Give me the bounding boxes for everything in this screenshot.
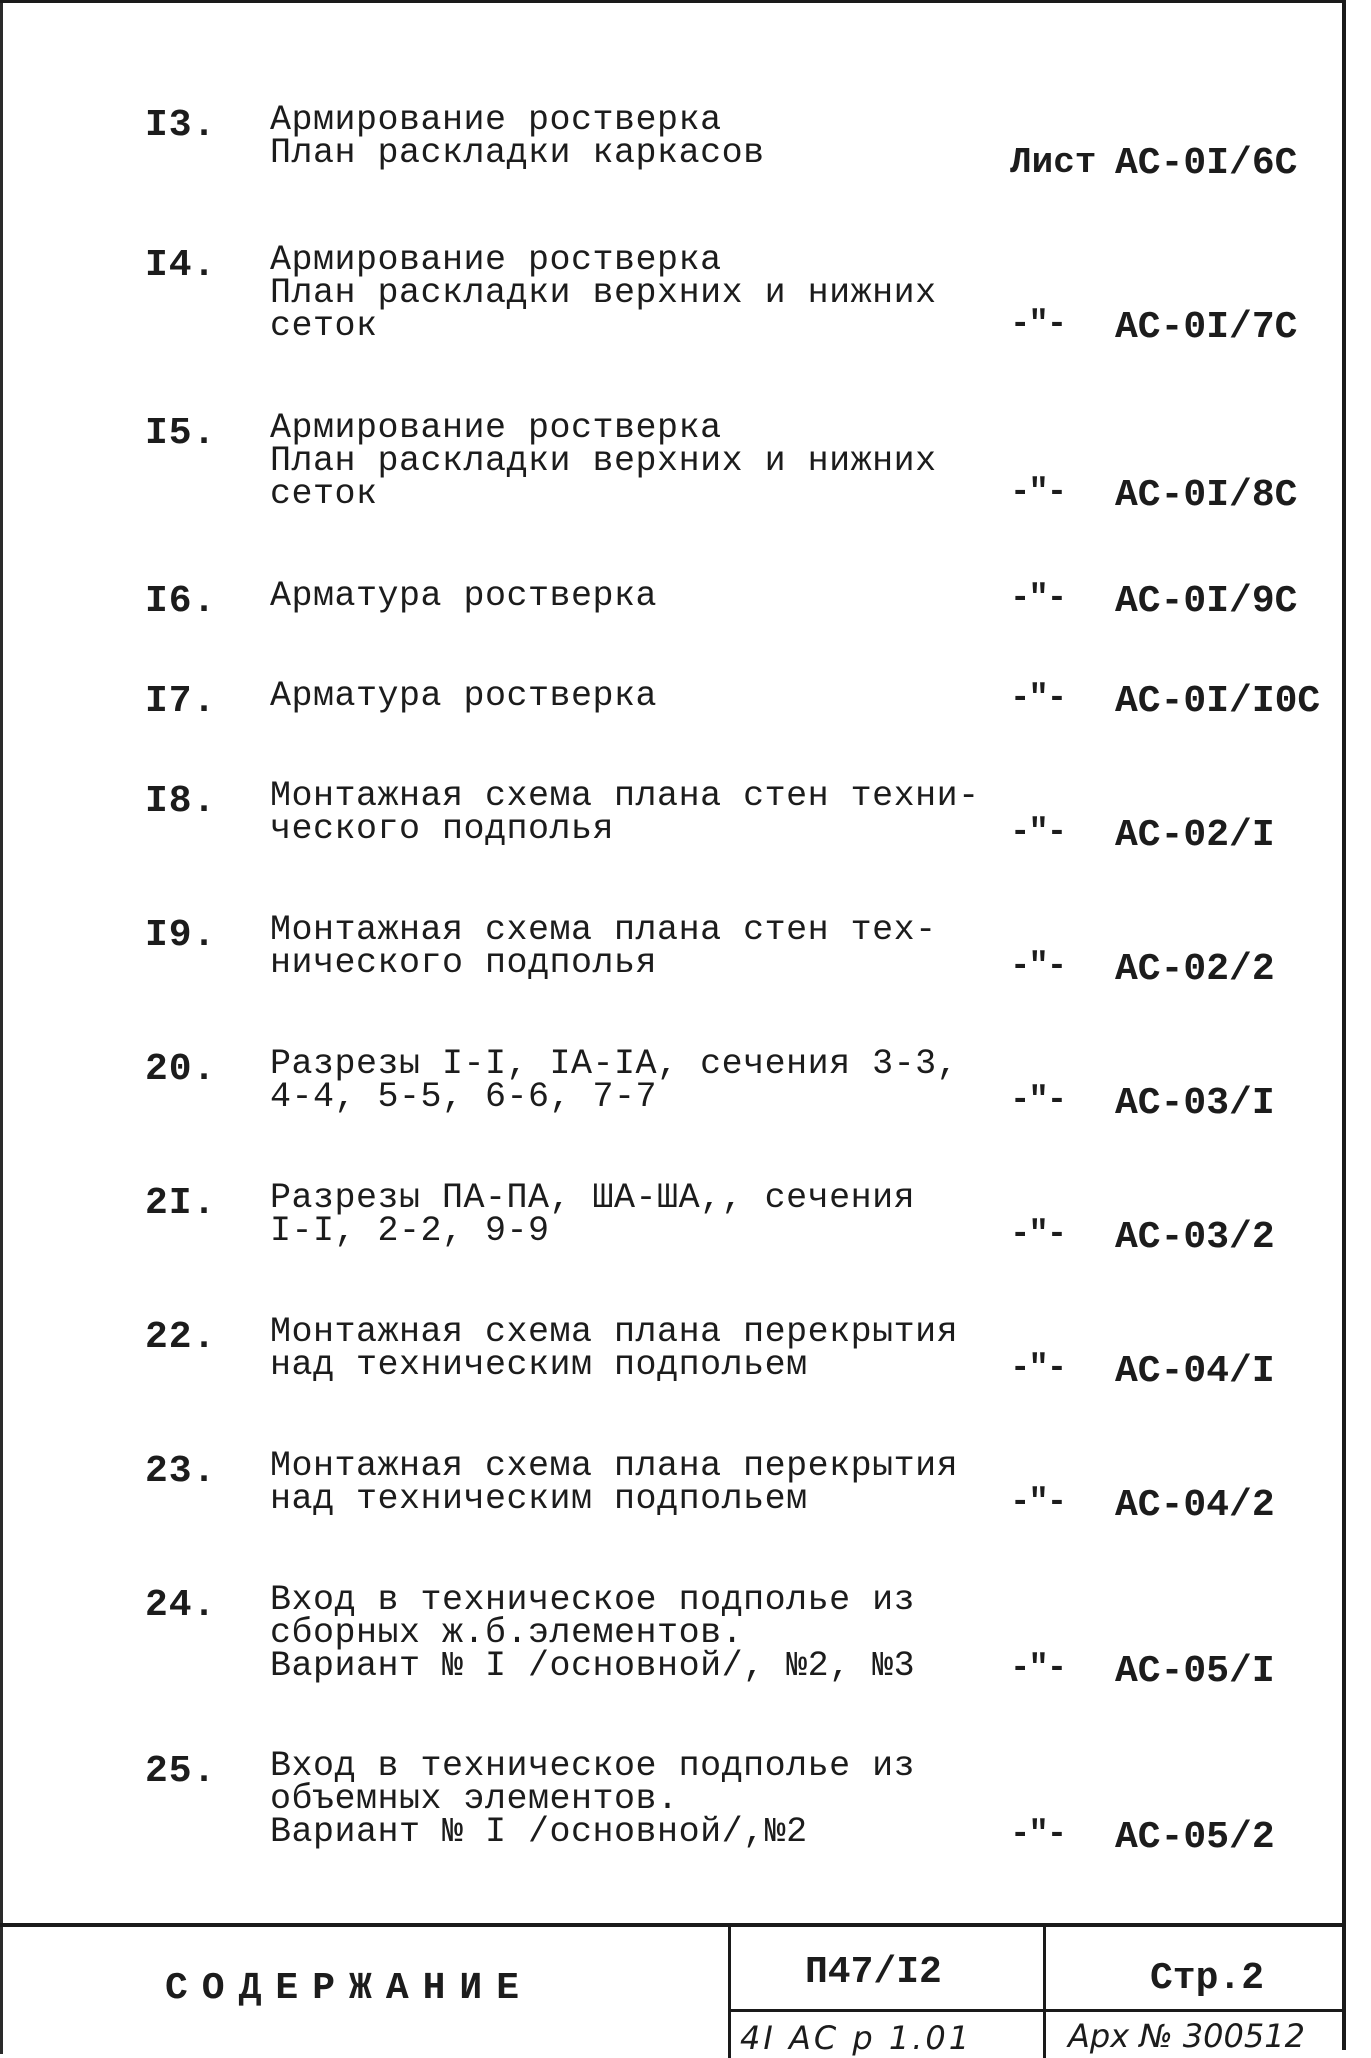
sheet-code: АС-05/2 bbox=[1115, 1816, 1275, 1859]
item-number: 25. bbox=[145, 1750, 217, 1793]
title-line: Разрезы I-I, IА-IА, сечения 3-3, bbox=[270, 1044, 959, 1084]
ditto-mark: -"- bbox=[1010, 1650, 1066, 1688]
item-title bbox=[270, 576, 970, 616]
title-line: План раскладки каркасов bbox=[270, 133, 765, 173]
item-title bbox=[270, 1446, 970, 1519]
title-block bbox=[0, 1923, 1346, 2057]
item-number: 2I. bbox=[145, 1182, 217, 1225]
item-number: I8. bbox=[145, 780, 217, 823]
title-line: I-I, 2-2, 9-9 bbox=[270, 1211, 550, 1251]
item-title bbox=[270, 776, 980, 849]
item-number: 22. bbox=[145, 1316, 217, 1359]
title-line: Вариант № I /основной/, №2, №3 bbox=[270, 1646, 916, 1686]
sheet-code: АС-05/I bbox=[1115, 1650, 1275, 1693]
item-number: 23. bbox=[145, 1450, 217, 1493]
ditto-mark: -"- bbox=[1010, 814, 1066, 852]
project-code: П47/I2 bbox=[805, 1951, 942, 1994]
title-line: Монтажная схема плана стен тех- bbox=[270, 910, 937, 950]
title-line: План раскладки верхних и нижних bbox=[270, 441, 937, 481]
title-line: Армирование ростверка bbox=[270, 240, 722, 280]
item-number: I9. bbox=[145, 914, 217, 957]
sheet-code: АС-04/I bbox=[1115, 1350, 1275, 1393]
title-line: сборных ж.б.элементов. bbox=[270, 1613, 744, 1653]
ditto-mark: -"- bbox=[1010, 306, 1066, 344]
ditto-mark: -"- bbox=[1010, 948, 1066, 986]
ditto-mark: -"- bbox=[1010, 1484, 1066, 1522]
sheet-code: АС-03/I bbox=[1115, 1082, 1275, 1125]
title-line: План раскладки верхних и нижних bbox=[270, 273, 937, 313]
sheet-prefix: Лист bbox=[1010, 142, 1097, 183]
sheet-code: АС-0I/9С bbox=[1115, 580, 1298, 623]
title-line: Вход в техническое подполье из bbox=[270, 1580, 916, 1620]
item-title bbox=[270, 1746, 970, 1852]
item-title bbox=[270, 676, 970, 716]
title-line: Армирование ростверка bbox=[270, 100, 722, 140]
title-line: Вход в техническое подполье из bbox=[270, 1746, 916, 1786]
sheet-code: АС-0I/6С bbox=[1115, 142, 1298, 185]
item-number: I6. bbox=[145, 580, 217, 623]
item-title bbox=[270, 1312, 970, 1385]
sheet-code: АС-02/2 bbox=[1115, 948, 1275, 991]
item-number: 20. bbox=[145, 1048, 217, 1091]
title-line: ческого подполья bbox=[270, 809, 615, 849]
ditto-mark: -"- bbox=[1010, 1350, 1066, 1388]
title-line: сеток bbox=[270, 306, 378, 346]
item-title bbox=[270, 408, 970, 514]
item-number: I5. bbox=[145, 412, 217, 455]
ditto-mark: -"- bbox=[1010, 680, 1066, 718]
item-title bbox=[270, 1044, 970, 1117]
ditto-mark: -"- bbox=[1010, 580, 1066, 618]
title-line: нического подполья bbox=[270, 943, 658, 983]
sheet-code: АС-04/2 bbox=[1115, 1484, 1275, 1527]
title-line: объемных элементов. bbox=[270, 1779, 679, 1819]
item-title bbox=[270, 1580, 970, 1686]
handwritten-sheet-code: 4I АС р 1.01 bbox=[740, 2019, 973, 2057]
sheet-code: АС-03/2 bbox=[1115, 1216, 1275, 1259]
title-block-divider bbox=[728, 2009, 1346, 2012]
sheet-code: АС-0I/7С bbox=[1115, 306, 1298, 349]
title-line: 4-4, 5-5, 6-6, 7-7 bbox=[270, 1077, 658, 1117]
sheet-code: АС-0I/I0С bbox=[1115, 680, 1321, 723]
title-line: Монтажная схема плана перекрытия bbox=[270, 1312, 959, 1352]
document-title: СОДЕРЖАНИЕ bbox=[165, 1967, 534, 2010]
title-line: Вариант № I /основной/,№2 bbox=[270, 1812, 808, 1852]
ditto-mark: -"- bbox=[1010, 1082, 1066, 1120]
title-block-divider bbox=[1043, 1927, 1046, 2058]
title-block-divider bbox=[728, 1927, 731, 2058]
title-line: над техническим подпольем bbox=[270, 1479, 808, 1519]
page-number: Стр.2 bbox=[1150, 1957, 1265, 2000]
title-line: Разрезы ПА-ПА, ША-ША,, сечения bbox=[270, 1178, 916, 1218]
item-title bbox=[270, 100, 970, 173]
item-number: I7. bbox=[145, 680, 217, 723]
ditto-mark: -"- bbox=[1010, 474, 1066, 512]
item-title bbox=[270, 910, 970, 983]
item-title bbox=[270, 1178, 970, 1251]
title-line: Арматура ростверка bbox=[270, 676, 658, 716]
sheet-code: АС-0I/8С bbox=[1115, 474, 1298, 517]
title-line: над техническим подпольем bbox=[270, 1345, 808, 1385]
title-line: Арматура ростверка bbox=[270, 576, 658, 616]
title-line: Монтажная схема плана перекрытия bbox=[270, 1446, 959, 1486]
item-number: 24. bbox=[145, 1584, 217, 1627]
title-line: Монтажная схема плана стен техни- bbox=[270, 776, 980, 816]
item-number: I4. bbox=[145, 244, 217, 287]
sheet-code: АС-02/I bbox=[1115, 814, 1275, 857]
ditto-mark: -"- bbox=[1010, 1216, 1066, 1254]
ditto-mark: -"- bbox=[1010, 1816, 1066, 1854]
title-line: сеток bbox=[270, 474, 378, 514]
title-line: Армирование ростверка bbox=[270, 408, 722, 448]
archive-number: Арх № 300512 bbox=[1068, 2017, 1305, 2055]
item-number: I3. bbox=[145, 104, 217, 147]
item-title bbox=[270, 240, 970, 346]
